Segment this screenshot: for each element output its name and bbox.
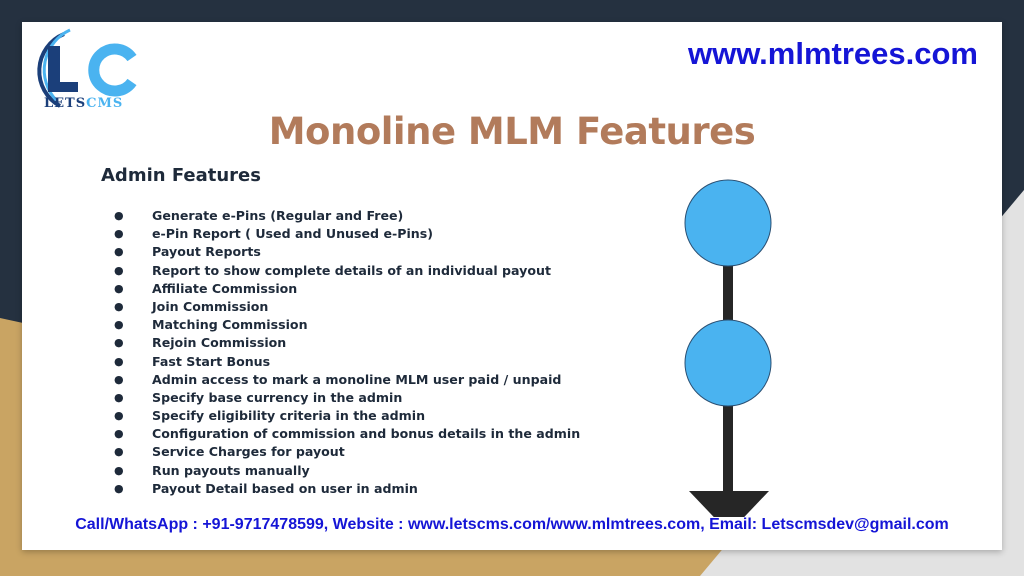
list-item: ● Rejoin Commission [114, 334, 580, 352]
list-item: ● Payout Reports [114, 243, 580, 261]
list-item: ● Configuration of commission and bonus details in the admin [114, 425, 580, 443]
list-item: ● Service Charges for payout [114, 443, 580, 461]
arrow-down-icon [689, 491, 769, 517]
list-item: ● Payout Detail based on user in admin [114, 480, 580, 498]
site-url-link[interactable]: www.mlmtrees.com [687, 36, 978, 71]
list-item: ● Admin access to mark a monoline MLM user paid / unpaid [114, 371, 580, 389]
page-title: Monoline MLM Features [268, 110, 756, 153]
logo-brand-text: LETSCMS [44, 96, 124, 111]
node-circle-top [685, 180, 771, 266]
list-item: ● Join Commission [114, 298, 580, 316]
monoline-node-diagram [682, 177, 782, 517]
list-item: ● Matching Commission [114, 316, 580, 334]
list-item: ● Specify eligibility criteria in the admin [114, 407, 580, 425]
list-item: ● Run payouts manually [114, 462, 580, 480]
list-item: ● Report to show complete details of an individual payout [114, 262, 580, 280]
feature-list [114, 207, 580, 498]
list-item: ● Affiliate Commission [114, 280, 580, 298]
slide [22, 22, 1002, 550]
list-item: ● Generate e-Pins (Regular and Free) [114, 207, 580, 225]
node-circle-middle [685, 320, 771, 406]
section-title: Admin Features [101, 165, 261, 186]
contact-footer: Call/WhatsApp : +91-9717478599, Website : www.letscms.com/www.mlmtrees.com, Email: Letscmsdev@gmail.com [75, 516, 949, 533]
list-item: ● e-Pin Report ( Used and Unused e-Pins) [114, 225, 580, 243]
list-item: ● Specify base currency in the admin [114, 389, 580, 407]
list-item: ● Fast Start Bonus [114, 353, 580, 371]
